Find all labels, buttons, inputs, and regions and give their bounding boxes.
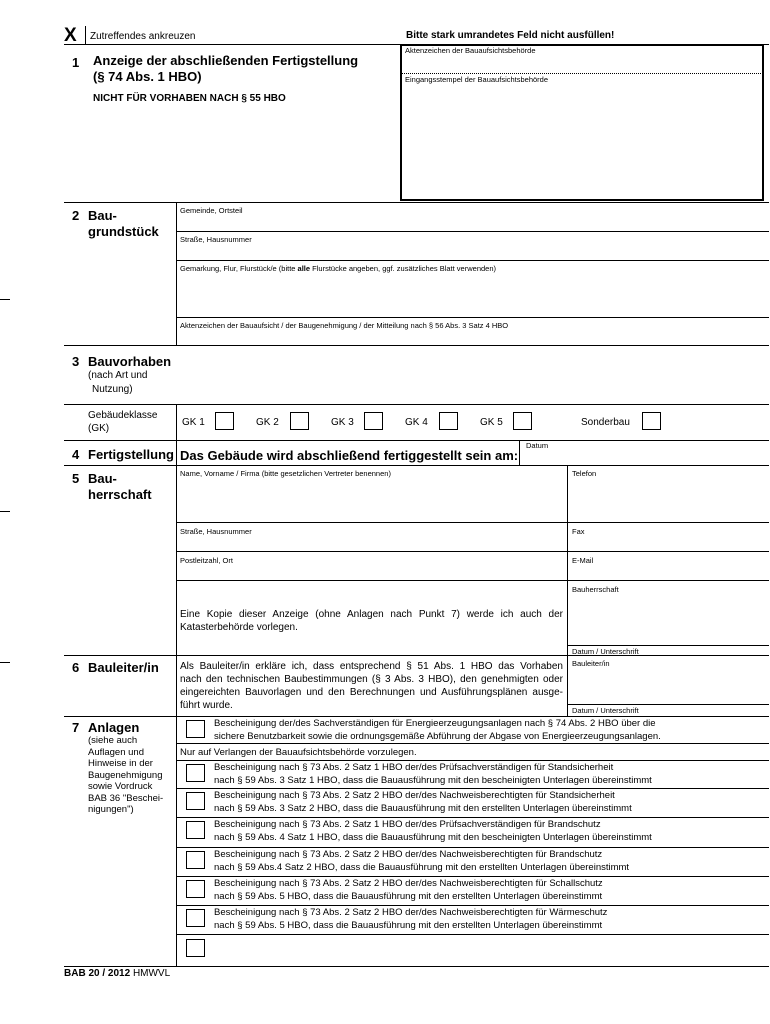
form-footer (64, 968, 170, 979)
gk-5-checkbox[interactable] (513, 412, 532, 430)
fold-mark (0, 662, 10, 663)
s7-sub-line: Hinweise in der (88, 758, 153, 769)
section-3-subtitle (88, 369, 147, 397)
parcel-label-emphasis: alle (297, 264, 311, 273)
declaration-line-1: Als Bauleiter/in erkläre ich, dass entsprechend § 51 Abs. 1 HBO das Vorhaben (180, 661, 563, 672)
attachment-heat-checkbox[interactable] (186, 909, 205, 927)
field-rule (176, 580, 769, 581)
section-1-title-line-2: (§ 74 Abs. 1 HBO) (93, 69, 202, 84)
section-3-top-rule (64, 345, 769, 346)
field-rule (176, 522, 769, 523)
section-6-top-rule (64, 655, 769, 656)
instruction-right: Bitte stark umrandetes Feld nicht ausfüllen! (406, 30, 615, 41)
attachment-energy-checkbox[interactable] (186, 720, 205, 738)
parcel-label-part-3: Flurstücke angeben, ggf. zusätzliches Blatt verwenden) (310, 264, 496, 273)
cadastre-note-line-1: Eine Kopie dieser Anzeige (ohne Anlagen nach Punkt 7) werde ich auch der (180, 609, 563, 620)
section-6-right-divider (567, 655, 568, 716)
gk-2-checkbox[interactable] (290, 412, 309, 430)
attachment-line: nach § 59 Abs.4 Satz 2 HBO, dass die Bauausführung mit den erstellten Unterlagen übereinstimmt (214, 861, 630, 873)
cadastre-note (180, 608, 563, 634)
section-3-title: Bauvorhaben (88, 354, 172, 369)
section-7-title: Anlagen (88, 720, 140, 735)
field-rule (176, 876, 769, 877)
section-4-top-rule (64, 440, 769, 441)
fold-mark (0, 299, 10, 300)
form-code: BAB 20 / 2012 (64, 968, 131, 979)
section-5-title-line-1: Bau- (88, 471, 117, 486)
attachment-line: sichere Benutzbarkeit sowie die ordnungsgemäße Abführung der Abgase von Energieerzeugungsanlagen. (214, 730, 661, 742)
form-organization: HMWVL (132, 968, 171, 979)
form-bottom-rule (64, 966, 769, 967)
s7-sub-line: nigungen") (88, 804, 134, 815)
section-2-number: 2 (72, 208, 80, 223)
parcel-label-part-1: Gemarkung, Flur, Flurstück/e (bitte (180, 264, 298, 273)
s7-sub-line: (siehe auch (88, 735, 138, 746)
declaration-line-2: nach den technischen Baubestimmungen (§ 3 Abs. 3 HBO), den genehmigten oder (180, 674, 563, 685)
gk-4-checkbox[interactable] (439, 412, 458, 430)
gk-5-label: GK 5 (480, 417, 503, 428)
attachment-line: Bescheinigung nach § 73 Abs. 2 Satz 2 HBO der/des Nachweisberechtigten für Schallschutz (214, 878, 603, 889)
field-rule (176, 743, 769, 744)
field-rule (176, 847, 769, 848)
field-rule (176, 317, 769, 318)
s7-sub-line: sowie Vordruck (88, 781, 153, 792)
file-reference-label: Aktenzeichen der Bauaufsicht / der Baugenehmigung / der Mitteilung nach § 56 Abs. 3 Satz 4 HBO (180, 321, 509, 330)
attachment-line: Bescheinigung der/des Sachverständigen für Energieerzeugungsanlagen nach § 74 Abs. 2 HBO über die (214, 718, 656, 729)
attachment-stability-pruef-text (214, 762, 652, 787)
attachment-line: nach § 59 Abs. 5 HBO, dass die Bauausführung mit den erstellten Unterlagen übereinstimmt (214, 890, 603, 902)
completion-date-label: Datum (526, 441, 549, 450)
header-x-divider (85, 26, 86, 44)
attachment-line: Bescheinigung nach § 73 Abs. 2 Satz 2 HBO der/des Nachweisberechtigten für Standsicherheit (214, 790, 615, 801)
site-manager-declaration (180, 660, 563, 712)
attachment-line: Bescheinigung nach § 73 Abs. 2 Satz 1 HBO der/des Prüfsachverständigen für Standsicherheit (214, 762, 614, 773)
special-building-checkbox[interactable] (642, 412, 661, 430)
on-request-note: Nur auf Verlangen der Bauaufsichtsbehörde vorzulegen. (180, 747, 417, 758)
attachment-line: Bescheinigung nach § 73 Abs. 2 Satz 2 HBO der/des Nachweisberechtigten für Brandschutz (214, 849, 603, 860)
attachment-energy-text (214, 718, 661, 743)
attachment-sound-text (214, 878, 603, 903)
phone-label: Telefon (572, 469, 597, 478)
owner-street-label: Straße, Hausnummer (180, 527, 252, 536)
building-class-label-line-1: Gebäudeklasse (88, 410, 158, 421)
gk-3-label: GK 3 (331, 417, 354, 428)
section-3-number: 3 (72, 354, 80, 369)
owner-signature-label: Bauherrschaft (572, 585, 619, 594)
owner-name-label: Name, Vorname / Firma (bitte gesetzlichen Vertreter benennen) (180, 469, 391, 478)
section-7-number: 7 (72, 720, 80, 735)
section-1-subtitle: NICHT FÜR VORHABEN NACH § 55 HBO (93, 93, 286, 104)
field-rule (176, 551, 769, 552)
section-5-title-line-2: herrschaft (88, 487, 152, 502)
section-1-title (93, 53, 358, 85)
gk-2-label: GK 2 (256, 417, 279, 428)
stamp-label: Eingangsstempel der Bauaufsichtsbehörde (405, 75, 549, 84)
attachment-stability-nachweis-text (214, 790, 632, 815)
attachment-line: Bescheinigung nach § 73 Abs. 2 Satz 2 HBO der/des Nachweisberechtigten für Wärmeschutz (214, 907, 608, 918)
field-rule (64, 404, 769, 405)
section-5-title (88, 471, 152, 503)
section-4-divider (176, 440, 177, 465)
authority-box (400, 44, 764, 201)
signature-rule (567, 704, 769, 705)
s7-sub-line: BAB 36 "Beschei- (88, 792, 164, 804)
street-label: Straße, Hausnummer (180, 235, 252, 244)
attachment-fire-pruef-checkbox[interactable] (186, 821, 205, 839)
authority-box-divider (402, 73, 763, 74)
x-mark: X (64, 25, 77, 46)
section-1-title-line-1: Anzeige der abschließenden Fertigstellung (93, 53, 359, 68)
field-rule (176, 788, 769, 789)
section-5-number: 5 (72, 471, 80, 486)
fold-mark (0, 511, 10, 512)
attachment-line: nach § 59 Abs. 5 HBO, dass die Bauausführung mit den erstellten Unterlagen übereinstimmt (214, 919, 603, 931)
attachment-other-checkbox[interactable] (186, 939, 205, 957)
field-rule (176, 905, 769, 906)
attachment-heat-text (214, 907, 607, 932)
gk-1-checkbox[interactable] (215, 412, 234, 430)
section-4-number: 4 (72, 447, 80, 462)
section-2-title (88, 208, 159, 240)
completion-statement: Das Gebäude wird abschließend fertiggestellt sein am: (180, 448, 519, 463)
postcode-label: Postleitzahl, Ort (180, 556, 233, 565)
cadastre-note-line-2: Katasterbehörde vorlegen. (180, 622, 298, 633)
municipality-label: Gemeinde, Ortsteil (180, 206, 243, 215)
attachment-fire-pruef-text (214, 819, 652, 844)
email-label: E-Mail (572, 556, 594, 565)
field-rule (176, 260, 769, 261)
field-rule (176, 817, 769, 818)
gk-4-label: GK 4 (405, 417, 428, 428)
file-number-label: Aktenzeichen der Bauaufsichtsbehörde (405, 46, 536, 55)
parcel-label (180, 264, 496, 273)
section-6-divider (176, 655, 177, 716)
building-class-label-line-2: (GK) (88, 423, 110, 434)
section-6-number: 6 (72, 660, 80, 675)
site-manager-date-signature-label: Datum / Unterschrift (572, 706, 639, 715)
attachment-stability-pruef-checkbox[interactable] (186, 764, 205, 782)
s7-sub-line: Auflagen und (88, 746, 144, 758)
attachment-line: nach § 59 Abs. 4 Satz 1 HBO, dass die Bauausführung mit den bescheinigten Unterlagen übereinstimmt (214, 831, 652, 843)
section-7-top-rule (64, 716, 769, 717)
attachment-line: Bescheinigung nach § 73 Abs. 2 Satz 1 HBO der/des Prüfsachverständigen für Brandschutz (214, 819, 601, 830)
section-2-title-line-2: grundstück (88, 224, 159, 239)
instruction-left: Zutreffendes ankreuzen (90, 31, 196, 42)
site-manager-label: Bauleiter/in (572, 659, 610, 668)
section-5-top-rule (64, 465, 769, 466)
attachment-sound-checkbox[interactable] (186, 880, 205, 898)
field-rule (176, 231, 769, 232)
attachment-stability-nachweis-checkbox[interactable] (186, 792, 205, 810)
field-rule (176, 934, 769, 935)
declaration-line-3: eingereichten Bauvorlagen und den Berechnungen und Ausführungsplänen ausge- (180, 687, 563, 698)
section-7-divider (176, 716, 177, 966)
section-3-subtitle-line-1: (nach Art und (88, 370, 148, 381)
attachment-fire-nachweis-text (214, 849, 629, 874)
section-6-title: Bauleiter/in (88, 660, 159, 675)
declaration-line-4: führt wurde. (180, 700, 233, 711)
gk-3-checkbox[interactable] (364, 412, 383, 430)
section-7-subtitle (88, 735, 163, 816)
gk-1-label: GK 1 (182, 417, 205, 428)
date-divider (519, 440, 520, 465)
attachment-line: nach § 59 Abs. 3 Satz 2 HBO, dass die Bauausführung mit den erstellten Unterlagen übereinstimmt (214, 802, 632, 814)
s7-sub-line: Baugenehmigung (88, 769, 163, 781)
section-5-right-divider (567, 465, 568, 655)
building-class-label (88, 409, 158, 435)
signature-rule (567, 645, 769, 646)
attachment-fire-nachweis-checkbox[interactable] (186, 851, 205, 869)
attachment-line: nach § 59 Abs. 3 Satz 1 HBO, dass die Bauausführung mit den bescheinigten Unterlagen übereinstimmt (214, 774, 652, 786)
field-rule (176, 760, 769, 761)
section-2-title-line-1: Bau- (88, 208, 117, 223)
section-5-divider (176, 465, 177, 655)
special-building-label: Sonderbau (581, 417, 630, 428)
section-1-number: 1 (72, 55, 80, 70)
fax-label: Fax (572, 527, 585, 536)
section-4-title: Fertigstellung (88, 447, 174, 462)
section-3-subtitle-line-2: Nutzung) (92, 384, 133, 395)
owner-date-signature-label: Datum / Unterschrift (572, 647, 639, 656)
section-2-top-rule (64, 202, 769, 203)
section-2-divider (176, 202, 177, 345)
section-3-divider (176, 404, 177, 440)
